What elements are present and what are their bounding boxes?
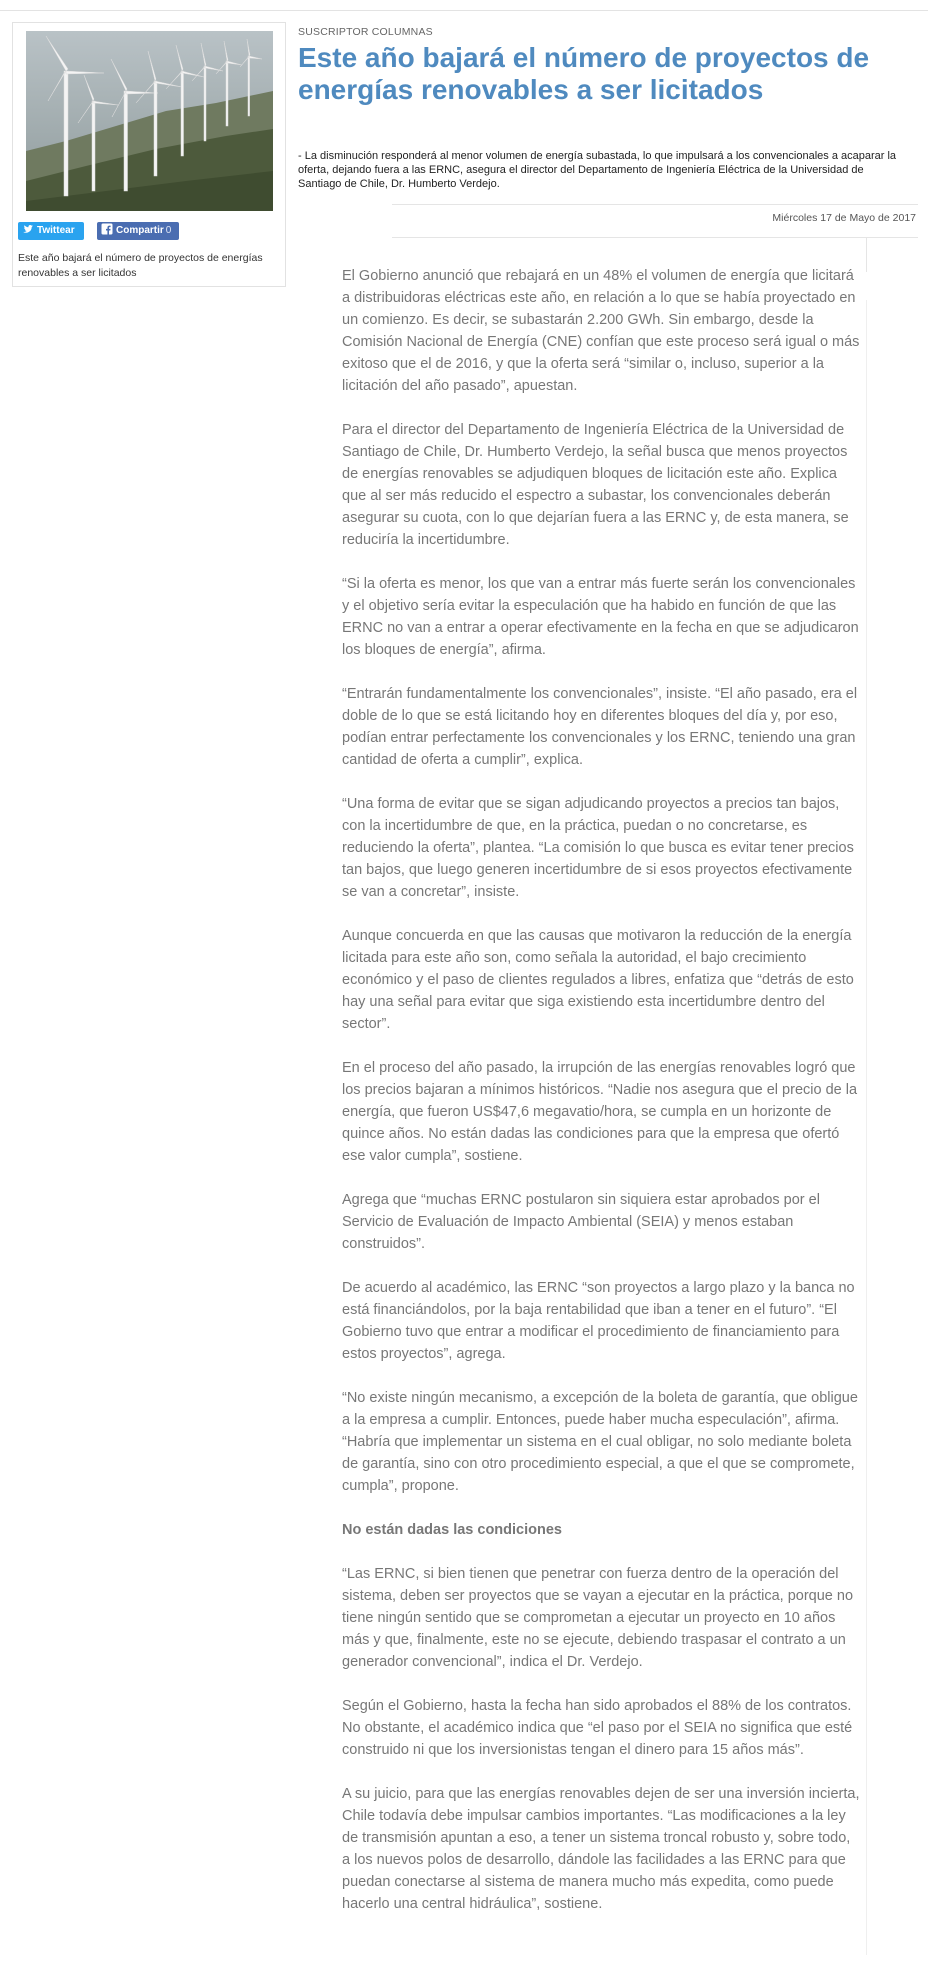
photo-caption: Este año bajará el número de proyectos de energías renovables a ser licitados	[18, 252, 263, 279]
paragraph: “Las ERNC, si bien tienen que penetrar con fuerza dentro de la operación del sistema, deben ser proyectos que se vayan a ejecutar en la práctica, porque no tiene ningún sentido que se comprometan a ejecutar un proyecto en 10 años más y que, finalmente, este no se ejecute, debiendo traspasar el contrato a un generador convencional”, indica el Dr. Verdejo.	[342, 1566, 854, 1670]
divider	[392, 237, 918, 238]
paragraph: El Gobierno anunció que rebajará en un 48% el volumen de energía que licitará a distribuidoras eléctricas este año, en relación a lo que se había proyectado en un comienzo. Es decir, se subastarán 2.200 GWh. Sin embargo, desde la Comisión Nacional de Energía (CNE) confían que este proceso será igual o más exitoso que el de 2016, y que la oferta será “similar o, incluso, superior a la licitación del año pasado”, apuestan.	[342, 268, 860, 394]
paragraph: A su juicio, para que las energías renovables dejen de ser una inversión incierta, Chile todavía debe impulsar cambios importantes. “Las modificaciones a la ley de transmisión apuntan a eso, a tener un sistema troncal robusto y, sobre todo, a los nuevos polos de desarrollo, dándole las facilidades a las ERNC para que puedan conectarse al sistema de manera mucho más expedita, como puede hacerlo una central hidráulica”, sostiene.	[342, 1786, 860, 1912]
divider	[866, 238, 867, 272]
article-body	[342, 265, 862, 1937]
wind-turbines-photo[interactable]	[26, 31, 273, 211]
divider	[392, 204, 918, 205]
paragraph: “Entrarán fundamentalmente los convencionales”, insiste. “El año pasado, era el doble de lo que se está licitando hoy en diferentes bloques del día y, por eso, podían entrar perfectamente los convencionales y los ERNC, teniendo una gran cantidad de oferta a cumplir”, explica.	[342, 686, 858, 768]
paragraph: “Si la oferta es menor, los que van a entrar más fuerte serán los convencionales y el objetivo sería evitar la especulación que ha habido en función de que las ERNC no van a entrar a operar efectivamente en la fecha en que se adjudicaron los bloques de energía”, afirma.	[342, 576, 859, 658]
article-title: Este año bajará el número de proyectos de energías renovables a ser licitados	[298, 42, 870, 105]
facebook-share-button[interactable]	[97, 222, 179, 240]
article-lead: - La disminución responderá al menor volumen de energía subastada, lo que impulsará a los convencionales a acaparar la oferta, dejando fuera a las ERNC, asegura el director del Departamento de Ingeniería Eléctrica de la Universidad de Santiago de Chile, Dr. Humberto Verdejo.	[298, 150, 897, 190]
wind-turbines-image	[26, 31, 273, 211]
section-kicker[interactable]: SUSCRIPTOR COLUMNAS	[298, 26, 433, 38]
publish-date: Miércoles 17 de Mayo de 2017	[772, 212, 916, 224]
paragraph: Agrega que “muchas ERNC postularon sin siquiera estar aprobados por el Servicio de Evaluación de Impacto Ambiental (SEIA) y menos estaban construidos”.	[342, 1192, 820, 1252]
twitter-icon	[22, 223, 34, 235]
facebook-share-label: Compartir	[116, 225, 164, 236]
twitter-share-label: Twittear	[37, 225, 75, 236]
paragraph: Según el Gobierno, hasta la fecha han sido aprobados el 88% de los contratos. No obstante, el académico indica que “el paso por el SEIA no significa que esté construido ni que los inversionistas tengan el dinero para 15 años más”.	[342, 1698, 853, 1758]
divider	[866, 300, 867, 1955]
sidebar-card	[12, 22, 286, 287]
paragraph: Aunque concuerda en que las causas que motivaron la reducción de la energía licitada para este año son, como señala la autoridad, el bajo crecimiento económico y el paso de clientes regulados a libres, enfatiza que “detrás de esto hay una señal para evitar que siga existiendo esta incertidumbre dentro del sector”.	[342, 928, 854, 1032]
facebook-icon	[101, 223, 113, 235]
twitter-share-button[interactable]	[18, 222, 84, 240]
paragraph: Para el director del Departamento de Ingeniería Eléctrica de la Universidad de Santiago de Chile, Dr. Humberto Verdejo, la señal busca que menos proyectos de energías renovables se adjudiquen bloques de licitación este año. Explica que al ser más reducido el espectro a subastar, los convencionales deberán asegurar su cuota, con lo que dejarían fuera a las ERNC y, de esta manera, se reduciría la incertidumbre.	[342, 422, 849, 548]
paragraph: “No existe ningún mecanismo, a excepción de la boleta de garantía, que obligue a la empresa a cumplir. Entonces, puede haber mucha especulación”, afirma. “Habría que implementar un sistema en el cual obligar, no solo mediante boleta de garantía, sino con otro procedimiento especial, a que el que se compromete, cumpla”, propone.	[342, 1390, 858, 1494]
paragraph: “Una forma de evitar que se sigan adjudicando proyectos a precios tan bajos, con la incertidumbre de que, en la práctica, puedan o no concretarse, es reduciendo la oferta”, plantea. “La comisión lo que busca es evitar tener precios tan bajos, que luego generen incertidumbre de si esos proyectos efectivamente se van a concretar”, insiste.	[342, 796, 854, 900]
top-divider	[0, 10, 928, 11]
paragraph: De acuerdo al académico, las ERNC “son proyectos a largo plazo y la banca no está financiándolos, por la baja rentabilidad que iban a tener en el futuro”. “El Gobierno tuvo que entrar a modificar el procedimiento de financiamiento para estos proyectos”, agrega.	[342, 1280, 855, 1362]
subheading: No están dadas las condiciones	[342, 1522, 562, 1538]
paragraph: En el proceso del año pasado, la irrupción de las energías renovables logró que los precios bajaran a mínimos históricos. “Nadie nos asegura que el precio de la energía, que fueron US$47,6 megavatio/hora, se cumpla en un horizonte de quince años. No están dadas las condiciones para que la empresa que ofertó ese valor cumpla”, sostiene.	[342, 1060, 858, 1164]
facebook-share-count: 0	[165, 225, 172, 236]
